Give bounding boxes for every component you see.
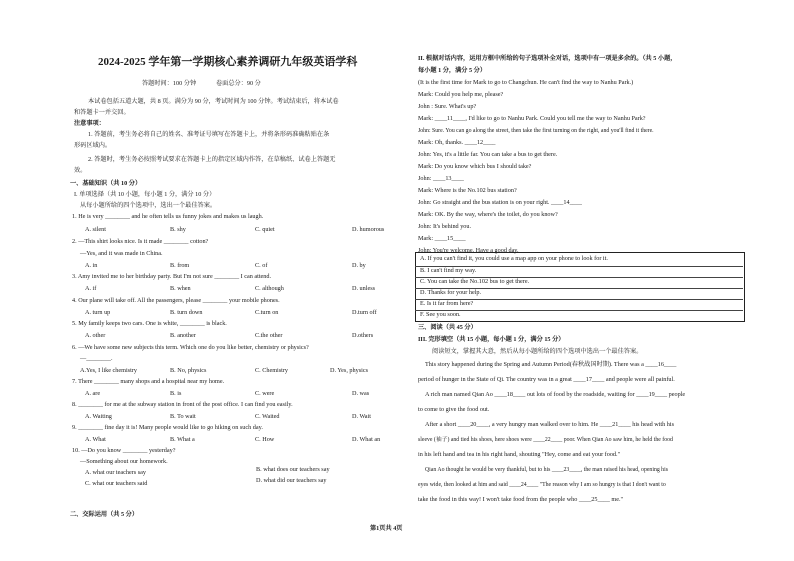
dialog-line-10: John: Go straight and the bus station is on your right. ____14____ [418, 199, 582, 206]
q7-option-c: C. were [255, 390, 275, 397]
q7-option-a: A. are [85, 390, 101, 397]
question-10-reply: —Something about our homework. [80, 458, 168, 465]
question-6-reply: —________. [80, 355, 113, 362]
q9-option-a: A. What [85, 436, 106, 443]
section2-title: 二、交际运用（共 5 分） [70, 511, 139, 518]
q4-option-c: C.turn on [255, 309, 279, 316]
q2-option-c: C. of [255, 262, 268, 269]
dialog-line-1: Mark: Could you help me, please? [418, 91, 504, 98]
option-e: E. Is it far from here? [420, 300, 474, 307]
passage-line-3: to come to give the food out. [418, 406, 490, 413]
question-2: 2. —This shirt looks nice. Is it made ________ cotton? [72, 238, 209, 245]
q9-option-c: C. How [255, 436, 275, 443]
q6-option-b: B. No, physics [170, 367, 207, 374]
dialog-line-14: John: You're welcome. Have a good day. [418, 247, 519, 254]
q4-option-a: A. turn up [85, 309, 111, 316]
passage-line-7: Qian Ao thought he would be very thankful, but to his ____23____, the man raised his head, opening his [425, 467, 668, 473]
q3-option-d: D. unless [352, 285, 376, 292]
question-1: 1. He is very ________ and he often tells us funny jokes and makes us laugh. [72, 213, 264, 220]
section1-subtitle: I. 单项选择（共 10 小题，每小题 1 分，满分 10 分） [74, 191, 216, 198]
question-6: 6. —We have some new subjects this term. Which one do you like better, chemistry or physics? [72, 344, 309, 351]
dialog-line-0: (It is the first time for Mark to go to Changchun. He can't find the way to Nanhu Park.) [418, 79, 634, 86]
q1-option-d: D. humorous [352, 226, 385, 233]
q7-option-b: B. is [170, 390, 182, 397]
q5-option-a: A. other [85, 332, 106, 339]
question-10: 10. —Do you know ________ yesterday? [72, 447, 176, 454]
q7-option-d: D. was [352, 390, 370, 397]
q2-option-d: D. by [352, 262, 366, 269]
notice-intro-line1: 本试卷包括五道大题，共 8 页。满分为 90 分，考试时间为 100 分钟。考试结束后，将本试卷 [88, 98, 339, 105]
q3-option-a: A. if [85, 285, 97, 292]
option-a: A. If you can't find it, you could use a map app on your phone to look for it. [420, 255, 608, 262]
question-7: 7. There ________ many shops and a hospital near my home. [72, 378, 225, 385]
q6-option-a: A.Yes, I like chemistry [80, 367, 137, 374]
dialog-line-12: John: It's behind you. [418, 223, 472, 230]
option-c: C. You can take the No.102 bus to get there. [420, 278, 530, 285]
notice-item1-line2: 形码区域内。 [74, 142, 112, 149]
question-8: 8. ________ for me at the subway station in front of the post office. I can find you easily. [72, 401, 293, 408]
q1-option-a: A. silent [85, 226, 106, 233]
q8-option-d: D. Wait [352, 413, 371, 420]
dialog-line-5: Mark: Oh, thanks. ____12____ [418, 139, 496, 146]
q5-option-c: C.the other [255, 332, 283, 339]
q9-option-b: B. What a [170, 436, 195, 443]
passage-line-5: sleeve (袖子) and tied his shoes, here shoes were ____22____ poor. When Qian Ao saw him, he held the food [418, 437, 673, 443]
q9-option-d: D. What an [352, 436, 381, 443]
exam-title: 2024-2025 学年第一学期核心素养调研九年级英语学科 [98, 56, 358, 68]
notice-item2-line1: 2. 答题时，考生务必按照考试要求在答题卡上的指定区域内作答，在草稿纸、试卷上答题无 [88, 156, 336, 163]
q10-option-a: A. what our teachers say [85, 469, 146, 476]
notice-intro-line2: 和答题卡一并交回。 [74, 109, 130, 116]
passage-line-0: This story happened during the Spring and Autumn Period(春秋战国时期). There was a ____16____ [425, 361, 677, 368]
q4-option-b: B. turn down [170, 309, 203, 316]
q1-option-c: C. quiet [255, 226, 275, 233]
q2-option-b: B. from [170, 262, 190, 269]
dialog-line-4: John: Sure. You can go along the street, then take the first turning on the right, and you'll find it there. [418, 128, 654, 134]
q3-option-c: C. although [255, 285, 284, 292]
dialog-line-3: Mark: ____11____, I'd like to go to Nanhu Park. Could you tell me the way to Nanhu Park? [418, 115, 646, 122]
section3-title: 三、阅读（共 45 分） [418, 324, 477, 331]
option-f: F. See you soon. [420, 311, 461, 318]
exam-time: 答题时间：100 分钟 [142, 80, 197, 87]
section2-subtitle-line2: 每小题 1 分，满分 5 分） [418, 67, 487, 74]
section3-subtitle: III. 完形填空（共 15 小题，每小题 1 分，满分 15 分） [418, 336, 565, 343]
q8-option-b: B. To wait [170, 413, 196, 420]
dialog-line-7: Mark: Do you know which bus I should take? [418, 163, 532, 170]
notice-title: 注意事项： [74, 120, 105, 127]
q8-option-c: C. Waited [255, 413, 280, 420]
passage-line-6: in his left hand and tea in his right hand, shouting "Hey, come and eat your food." [418, 451, 621, 458]
dialog-line-11: Mark: OK. By the way, where's the toilet, do you know? [418, 211, 558, 218]
dialog-line-13: Mark: ____15____ [418, 235, 466, 242]
passage-line-2: A rich man named Qian Ao ____18____ out lots of food by the roadside, waiting for ____19____ people [425, 391, 686, 398]
passage-line-8: eyes wide, then looked at him and said ____24____ "The reason why I am so hungry is that I don't want to [418, 482, 666, 488]
dialog-line-9: Mark: Where is the No.102 bus station? [418, 187, 517, 194]
q5-option-b: B. another [170, 332, 196, 339]
q5-option-d: D.others [352, 332, 374, 339]
question-3: 3. Amy invited me to her birthday party. But I'm not sure ________ I can attend. [72, 273, 272, 280]
q6-option-d: D. Yes, physics [330, 367, 368, 374]
passage-line-9: take the food in this way! I won't take food from the people who ____25____ me." [418, 496, 624, 503]
passage-line-4: After a short ____20____, a very hungry man walked over to him. He ____21____ his head with his [425, 421, 675, 428]
q8-option-a: A. Waiting [85, 413, 112, 420]
q3-option-b: B. when [170, 285, 191, 292]
option-b: B. I can't find my way. [420, 267, 477, 274]
question-9: 9. ________ fine day it is! Many people would like to go hiking on such day. [72, 424, 263, 431]
dialog-line-8: John: ____13____ [418, 175, 464, 182]
notice-item2-line2: 效。 [74, 167, 87, 174]
question-2-reply: —Yes, and it was made in China. [80, 250, 163, 257]
q10-option-d: D. what did our teachers say [256, 477, 327, 484]
q2-option-a: A. in [85, 262, 98, 269]
options-divider [415, 310, 743, 311]
dialog-line-6: John: Yes, it's a little far. You can take a bus to get there. [418, 151, 558, 158]
passage-line-1: period of hunger in the State of Qi. The country was in a great ____17____ and people were all painful. [418, 376, 675, 383]
notice-item1-line1: 1. 答题前，考生务必将自己的姓名、准考证号填写在答题卡上，并将条形码准确粘贴在条 [88, 131, 330, 138]
option-d: D. Thanks for your help. [420, 289, 482, 296]
exam-score: 卷面总分：90 分 [216, 80, 261, 87]
section1-title: 一、基础知识（共 10 分） [70, 180, 142, 187]
section3-instruction: 阅读短文，掌握其大意，然后从每小题所给的四个选项中选出一个最佳答案。 [432, 348, 643, 355]
section2-subtitle-line1: II. 根据对话内容，运用方框中所给的句子选项补全对话，选项中有一项是多余的。（共 5 小题， [418, 55, 677, 62]
q10-option-b: B. what does our teachers say [256, 466, 330, 473]
q4-option-d: D.turn off [352, 309, 377, 316]
dialog-line-2: John : Sure. What's up? [418, 103, 477, 110]
q1-option-b: B. shy [170, 226, 186, 233]
page-footer: 第1页共 4页 [370, 525, 403, 532]
q10-option-c: C. what our teachers said [85, 480, 148, 487]
question-4: 4. Our plane will take off. All the passengers, please ________ your mobile phones. [72, 297, 280, 304]
question-5: 5. My family keeps two cars. One is white, ________ is black. [72, 320, 227, 327]
section1-instruction: 从每小题所给的四个选项中，选出一个最佳答案。 [80, 202, 217, 209]
q6-option-c: C. Chemistry [255, 367, 289, 374]
